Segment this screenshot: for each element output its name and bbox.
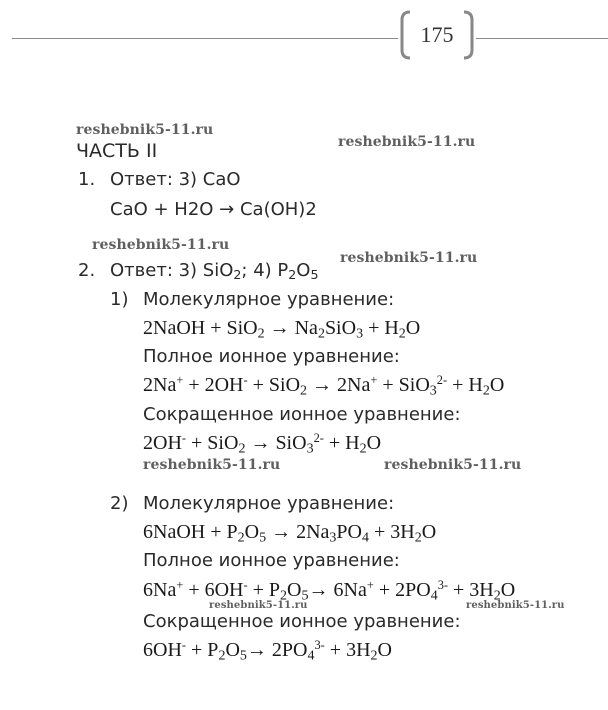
label: Сокращенное ионное уравнение: [143,611,461,632]
watermark: reshebnik5-11.ru [340,250,478,266]
equation: $6OH^- + P_2O_5\to 2PO_4^{3-} + 3H_2O$ [143,638,392,664]
watermark: reshebnik5-11.ru [209,600,308,611]
watermark: reshebnik5-11.ru [143,457,281,473]
section-title: ЧАСТЬ II [76,140,158,162]
equation: $2OH^- + SiO_2 \to SiO_3^{2-} + H_2O$ [143,431,382,457]
header-rule-left [12,38,398,39]
watermark: reshebnik5-11.ru [384,457,522,473]
label: Полное ионное уравнение: [143,346,400,367]
answer-text: Ответ: 3) SiO$_2$; 4) $P_2O_5$ [110,260,319,283]
watermark: reshebnik5-11.ru [338,134,476,150]
label: Сокращенное ионное уравнение: [143,404,461,425]
item-number: 1) [110,289,129,310]
equation: CaO + H2O → Ca(OH)2 [110,199,317,220]
item-number: 2) [110,493,129,514]
label: Молекулярное уравнение: [143,289,395,310]
equation: $6Na^+ + 6OH^- + P_2O_5\to 6Na^+ + 2PO_4^{3-} + 3H_2O$ [143,578,516,604]
watermark: reshebnik5-11.ru [92,237,230,253]
header-rule-right [476,38,608,39]
equation: 6NaOH + $P_2O_5 \to 2Na_3PO_4 + 3H_2O$ [143,521,437,546]
question-number: 2. [78,260,96,281]
equation: $2Na^+ + 2OH^- + SiO_2 \to 2Na^+ + SiO_3^{2-} + H_2O$ [143,373,505,399]
label: Полное ионное уравнение: [143,550,400,571]
page-number-frame [398,9,476,61]
watermark: reshebnik5-11.ru [466,600,565,611]
question-number: 1. [78,169,96,190]
label: Молекулярное уравнение: [143,493,395,514]
watermark: reshebnik5-11.ru [76,122,214,138]
answer-text: Ответ: 3) CaO [110,169,241,190]
equation: 2NaOH + $SiO_2 \to Na_2SiO_3 + H_2O$ [143,317,421,342]
page-number: 175 [420,22,454,47]
